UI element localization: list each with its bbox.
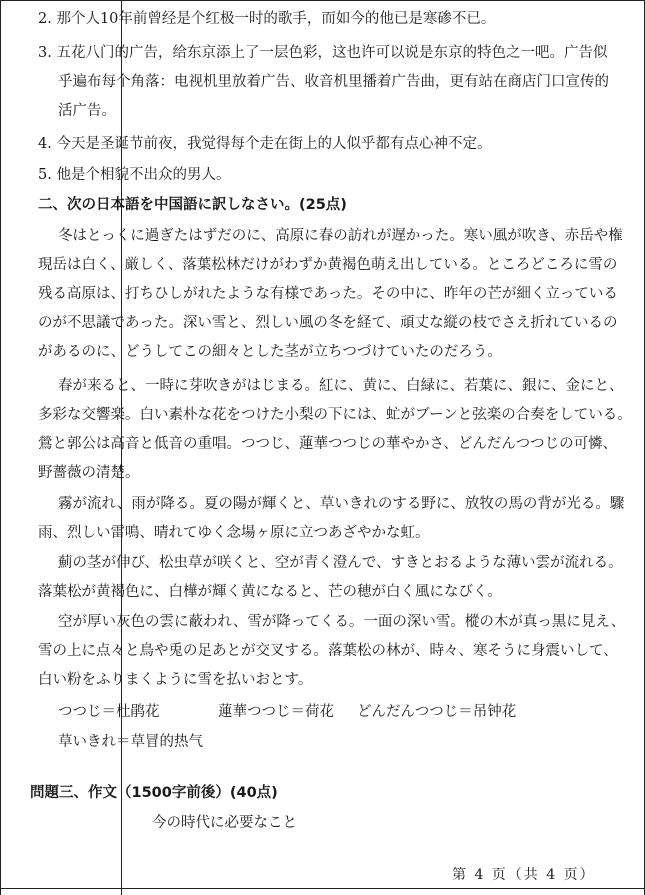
page-number-footer: 第 4 页（共 4 页） — [452, 867, 596, 883]
glossary-dondan-tsutsuji: どんだんつつじ＝吊钟花 — [357, 704, 517, 720]
passage-p5-line-2: 雪の上に点々と鳥や兎の足あとが交叉する。落葉松の林が、時々、寒そうに身震いして、 — [38, 643, 618, 659]
passage-p1-line-1: 冬はとっくに過ぎたはずだのに、高原に春の訪れが遅かった。寒い風が吹き、赤岳や権 — [58, 228, 623, 244]
item-5: 5. 他是个相貌不出众的男人。 — [38, 167, 231, 183]
essay-topic: 今の時代に必要なこと — [152, 815, 297, 831]
passage-p2-line-1: 春が来ると、一時に芽吹きがはじまる。紅に、黄に、白緑に、若葉に、銀に、金にと、 — [58, 378, 624, 394]
passage-p1-line-4: のが不思議であった。深い雪と、烈しい風の冬を経て、頑丈な縦の枝でさえ折れているの — [38, 315, 618, 331]
passage-p2-line-4: 野薔薇の清楚。 — [38, 465, 140, 481]
page-bottom-rule — [0, 888, 645, 889]
passage-p3-line-2: 雨、烈しい雷鳴、晴れてゆく念場ヶ原に立つあざやかな虹。 — [38, 525, 430, 541]
glossary-renge-tsutsuji: 蓮華つつじ＝荷花 — [218, 704, 334, 720]
passage-p5-line-3: 白い粉をふりまくように雪を払いおとす。 — [38, 672, 313, 688]
passage-p1-line-5: があるのに、どうしてこの細々とした茎が立ちつづけていたのだろう。 — [38, 344, 502, 360]
item-2: 2. 那个人10年前曾经是个红极一时的歌手，而如今的他已是寒碜不已。 — [38, 11, 496, 27]
section-2-heading: 二、次の日本語を中国語に訳しなさい。(25点) — [38, 197, 347, 213]
item-3-line-1: 3. 五花八门的广告，给东京添上了一层色彩，这也许可以说是东京的特色之一吧。广告似 — [38, 45, 608, 61]
glossary-kusaikire: 草いきれ＝草冒的热气 — [58, 734, 203, 750]
passage-p2-line-3: 鶯と郭公は高音と低音の重唱。つつじ、蓮華つつじの華やかさ、どんだんつつじの可憐、 — [38, 436, 618, 452]
item-3-line-3: 活广告。 — [58, 103, 116, 119]
passage-p3-line-1: 霧が流れ、雨が降る。夏の陽が輝くと、草いきれのする野に、放牧の馬の背が光る。驟 — [58, 496, 625, 512]
glossary-tsutsuji: つつじ＝杜鹃花 — [58, 704, 160, 720]
item-3-line-2: 乎遍布每个角落：电视机里放着广告、收音机里播着广告曲，更有站在商店门口宣传的 — [58, 74, 609, 90]
passage-p4-line-1: 薊の茎が伸び、松虫草が咲くと、空が青く澄んで、すきとおるような薄い雲が流れる。 — [58, 555, 623, 571]
passage-p2-line-2: 多彩な交響楽。白い素朴な花をつけた小梨の下には、虻がブーンと弦楽の合奏をしている。 — [38, 407, 632, 423]
section-3-heading: 問題三、作文（1500字前後）(40点) — [30, 785, 278, 801]
passage-p4-line-2: 落葉松が黄褐色に、白樺が輝く黄になると、芒の穂が白く風になびく。 — [38, 584, 502, 600]
passage-p1-line-2: 現岳は白く、厳しく、落葉松林だけがわずか黄褐色萌え出している。ところどころに雪の — [38, 257, 618, 273]
item-4: 4. 今天是圣诞节前夜，我觉得每个走在街上的人似乎都有点心神不定。 — [38, 136, 492, 152]
passage-p1-line-3: 残る高原は、打ちひしがれたような有様であった。その中に、昨年の芒が細く立っている — [38, 286, 618, 302]
passage-p5-line-1: 空が厚い灰色の雲に蔽われ、雪が降ってくる。一面の深い雪。樅の木が真っ黒に見え、 — [58, 614, 626, 630]
